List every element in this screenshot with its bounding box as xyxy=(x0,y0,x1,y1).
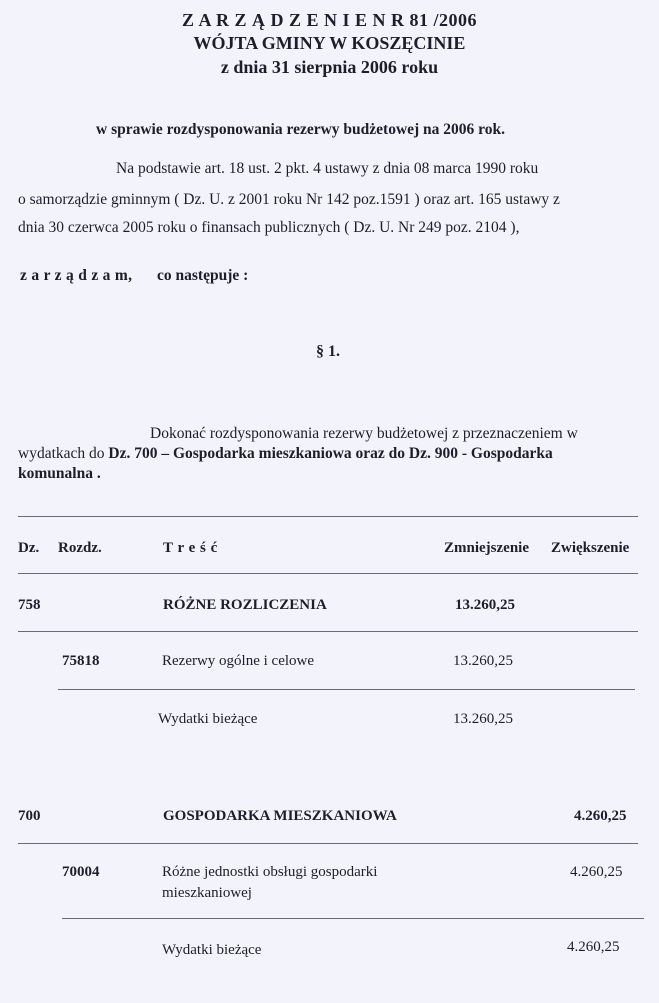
document-title: Z A R Z Ą D Z E N I E N R 81 /2006 xyxy=(181,10,478,30)
row-dz: 700 xyxy=(18,808,41,824)
row-rule xyxy=(62,918,644,919)
document-subject: w sprawie rozdysponowania rezerwy budżetowej na 2006 rok. xyxy=(96,121,506,138)
row-tresc: RÓŻNE ROZLICZENIA xyxy=(163,597,327,613)
row-zwiekszenie: 4.260,25 xyxy=(570,864,623,880)
section-mark: § 1. xyxy=(316,343,340,360)
instruction-line-1: Dokonać rozdysponowania rezerwy budżetowej z przeznaczeniem w xyxy=(150,425,578,442)
row-rozdz: 70004 xyxy=(62,864,100,880)
legal-basis-line-2: o samorządzie gminnym ( Dz. U. z 2001 roku Nr 142 poz.1591 ) oraz art. 165 ustawy z xyxy=(18,191,560,208)
row-rule xyxy=(18,631,638,632)
row-tresc: Wydatki bieżące xyxy=(162,942,262,958)
order-phrase-rest: co następuje : xyxy=(157,267,249,284)
row-tresc: Rezerwy ogólne i celowe xyxy=(162,653,315,669)
instruction-line-2-bold: Dz. 700 – Gospodarka mieszkaniowa oraz do Dz. 900 - Gospodarka xyxy=(108,445,553,462)
row-rozdz: 75818 xyxy=(62,653,100,669)
document-date: z dnia 31 sierpnia 2006 roku xyxy=(220,57,439,77)
header-bottom-rule xyxy=(18,573,638,574)
instruction-line-2-plain: wydatkach do xyxy=(18,445,109,462)
row-zmniejszenie: 13.260,25 xyxy=(453,711,513,727)
instruction-line-3: komunalna . xyxy=(18,465,101,482)
row-zwiekszenie: 4.260,25 xyxy=(574,808,627,824)
legal-basis-line-3: dnia 30 czerwca 2005 roku o finansach publicznych ( Dz. U. Nr 249 poz. 2104 ), xyxy=(18,219,520,236)
row-rule xyxy=(18,843,638,844)
column-header-rozdz: Rozdz. xyxy=(58,540,102,556)
row-rule xyxy=(58,689,635,690)
row-zwiekszenie: 4.260,25 xyxy=(567,939,620,955)
row-tresc-line-2: mieszkaniowej xyxy=(162,885,252,901)
column-header-zmniejszenie: Zmniejszenie xyxy=(444,540,529,556)
table-top-rule xyxy=(18,516,638,517)
row-tresc-line-1: Różne jednostki obsługi gospodarki xyxy=(162,864,378,880)
order-phrase-word: z a r z ą d z a m, xyxy=(20,267,133,284)
row-dz: 758 xyxy=(18,597,41,613)
row-zmniejszenie: 13.260,25 xyxy=(455,597,515,613)
row-tresc: Wydatki bieżące xyxy=(158,711,258,727)
column-header-tresc: T r e ś ć xyxy=(163,540,218,556)
column-header-dz: Dz. xyxy=(18,540,40,556)
row-tresc: GOSPODARKA MIESZKANIOWA xyxy=(163,808,397,824)
document-issuer: WÓJTA GMINY W KOSZĘCINIE xyxy=(193,33,466,53)
legal-basis-line-1: Na podstawie art. 18 ust. 2 pkt. 4 ustawy z dnia 08 marca 1990 roku xyxy=(116,160,539,177)
row-zmniejszenie: 13.260,25 xyxy=(453,653,513,669)
column-header-zwiekszenie: Zwiększenie xyxy=(551,540,630,556)
